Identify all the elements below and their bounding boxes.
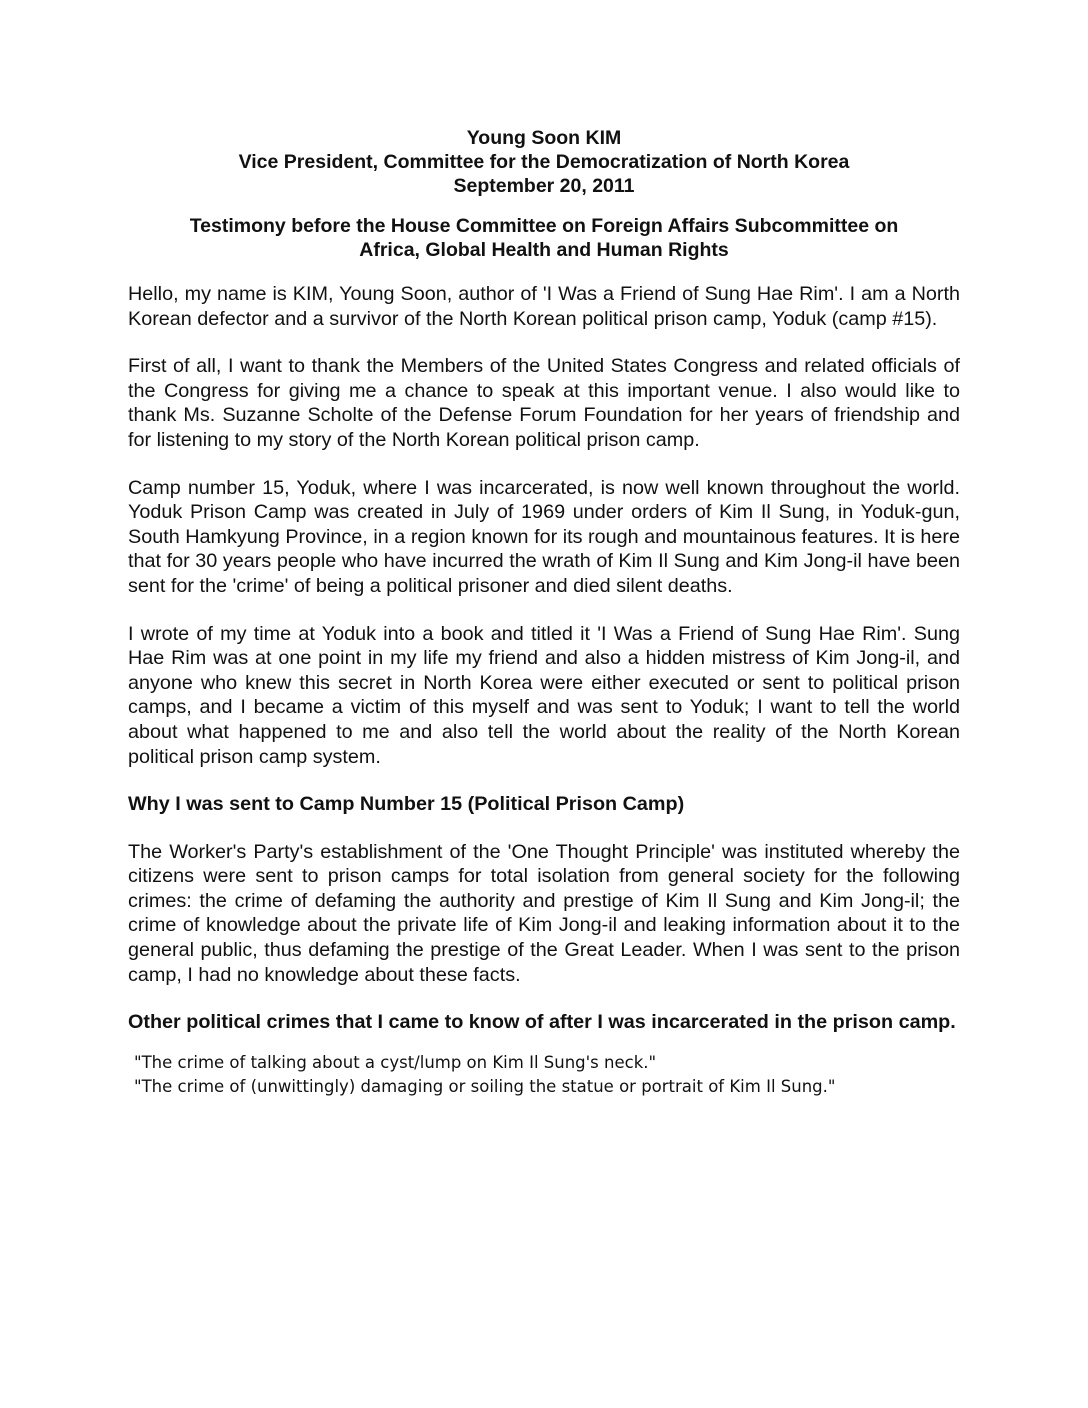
- section-heading-other-crimes: Other political crimes that I came to know of after I was incarcerated in the prison camp.: [128, 1011, 956, 1034]
- document-page: [128, 126, 960, 1099]
- book-paragraph: I wrote of my time at Yoduk into a book and titled it 'I Was a Friend of Sung Hae Rim'. Sung Hae Rim was at one point in my life my friend and also a hidden mistress of Kim Jong-il, and anyone who knew this secret in North Korea were either executed or sent to political prison camps, and I became a victim of this myself and was sent to Yoduk; I want to tell the world about what happened to me and also tell the world about the reality of the North Korean political prison camp system.: [128, 622, 960, 768]
- intro-paragraph: Hello, my name is KIM, Young Soon, author of 'I Was a Friend of Sung Hae Rim'. I am a North Korean defector and a survivor of the North Korean political prison camp, Yoduk (camp #15).: [128, 283, 960, 330]
- section-body-one-thought-principle: The Worker's Party's establishment of the 'One Thought Principle' was instituted whereby the citizens were sent to prison camps for total isolation from general society for the following crimes: the crime of defaming the authority and prestige of Kim Il Sung and Kim Jong-il; the crime of knowledge about the private life of Kim Jong-il and leaking information about it to the general public, thus defaming the prestige of the Great Leader. When I was sent to the prison camp, I had no knowledge about these facts.: [128, 840, 960, 986]
- author-name: Young Soon KIM: [466, 127, 622, 149]
- testimony-title-line-1: Testimony before the House Committee on Foreign Affairs Subcommittee on: [189, 215, 899, 237]
- author-position: Vice President, Committee for the Democratization of North Korea: [238, 151, 850, 173]
- section-heading-why-sent: Why I was sent to Camp Number 15 (Political Prison Camp): [128, 793, 685, 816]
- camp-paragraph: Camp number 15, Yoduk, where I was incarcerated, is now well known throughout the world. Yoduk Prison Camp was created in July of 1969 under orders of Kim Il Sung, in Yoduk-gun, South Hamkyung Province, in a region known for its rough and mountainous features. It is here that for 30 years people who have incurred the wrath of Kim Il Sung and Kim Jong-il have been sent for the 'crime' of being a political prisoner and died silent deaths.: [128, 476, 960, 597]
- crime-quote-list: [128, 1051, 960, 1099]
- document-date: September 20, 2011: [453, 175, 635, 197]
- testimony-title: [128, 214, 960, 262]
- testimony-title-line-2: Africa, Global Health and Human Rights: [359, 239, 729, 261]
- document-header: [128, 126, 960, 198]
- crime-quote: "The crime of talking about a cyst/lump on Kim Il Sung's neck.": [134, 1052, 657, 1072]
- crime-quote: "The crime of (unwittingly) damaging or soiling the statue or portrait of Kim Il Sung.": [134, 1076, 836, 1096]
- thanks-paragraph: First of all, I want to thank the Members of the United States Congress and related officials of the Congress for giving me a chance to speak at this important venue. I also would like to thank Ms. Suzanne Scholte of the Defense Forum Foundation for her years of friendship and for listening to my story of the North Korean political prison camp.: [128, 355, 960, 451]
